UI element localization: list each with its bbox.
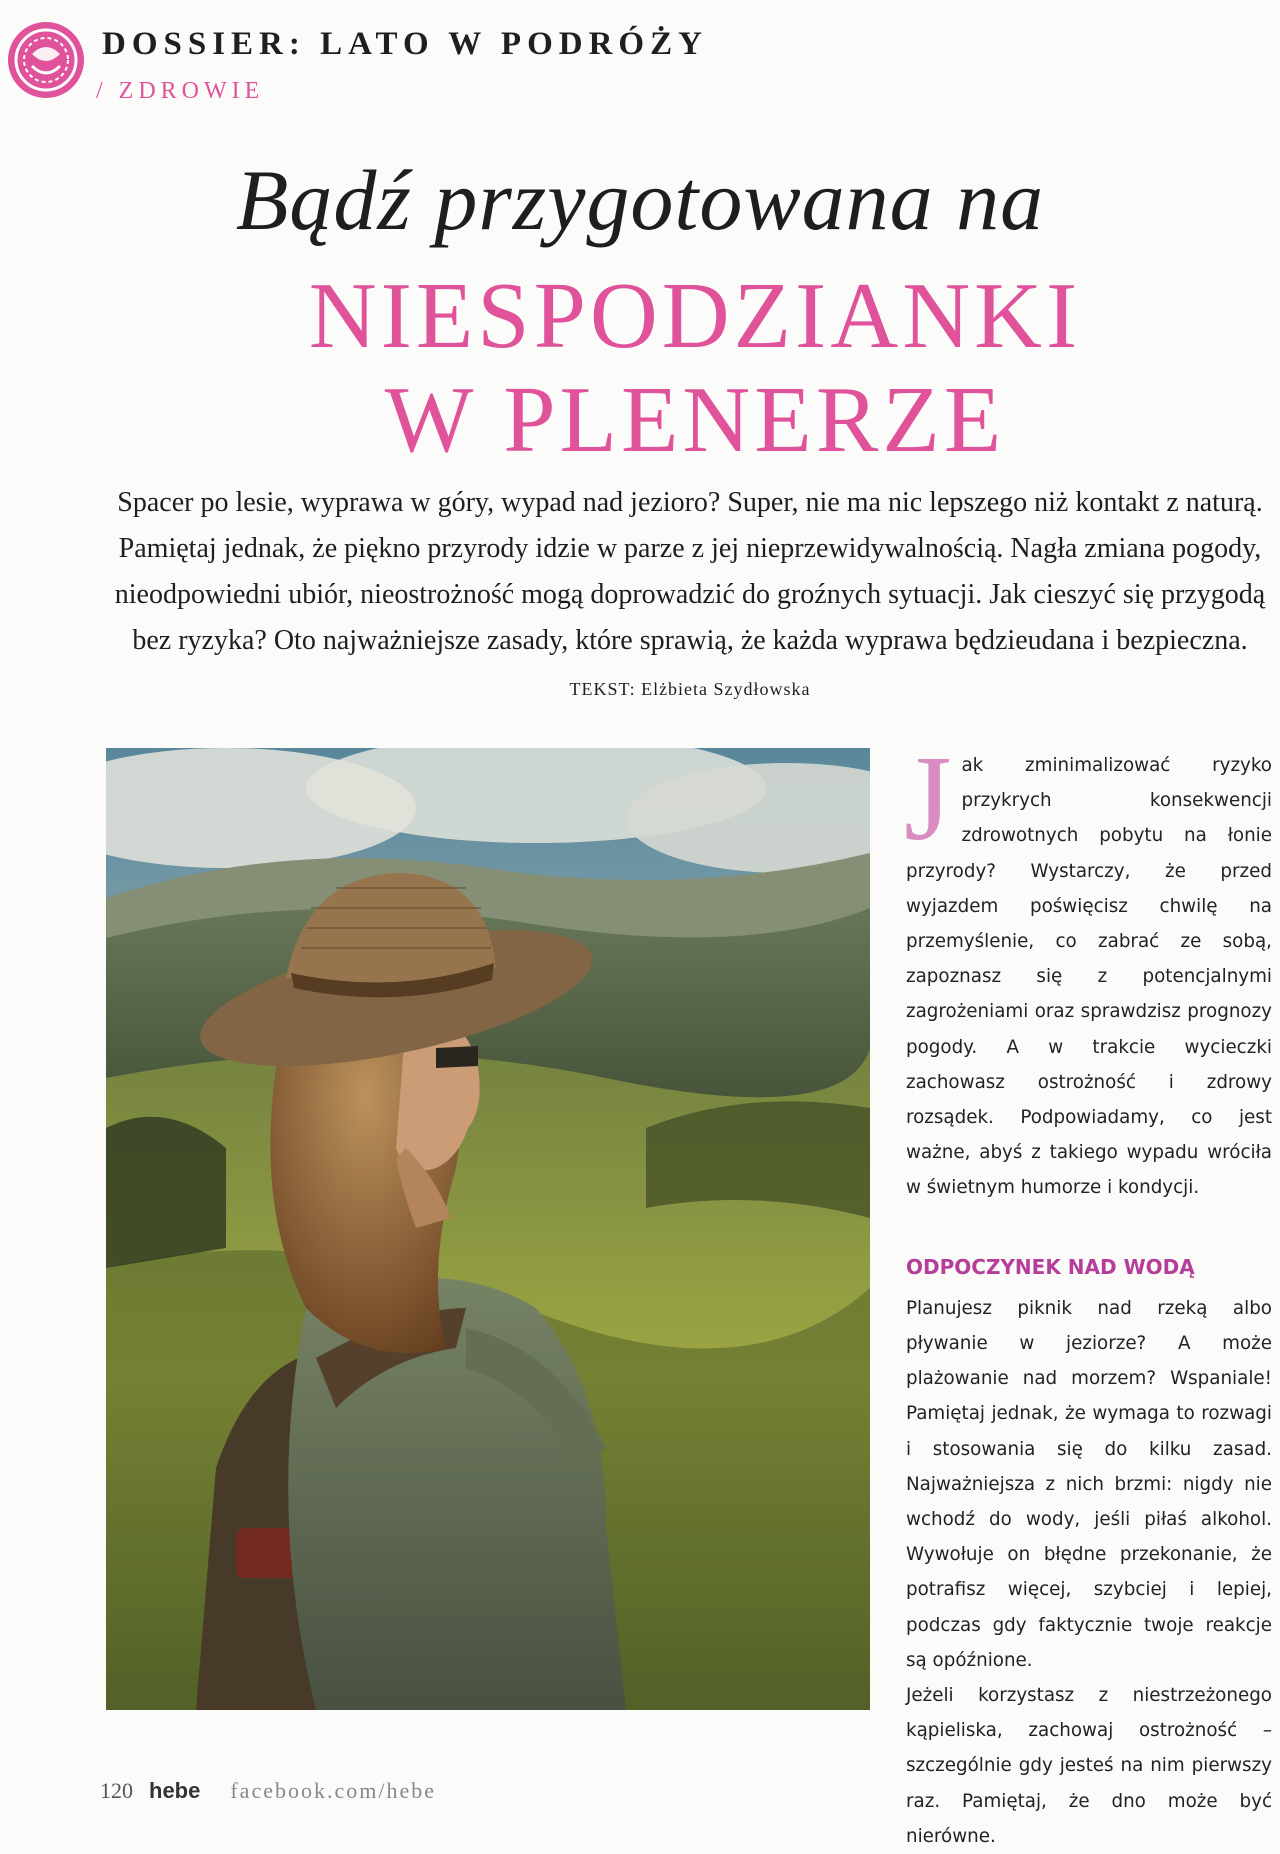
page-number: 120: [100, 1778, 133, 1803]
headline-line-1: Bądź przygotowana na: [235, 152, 1045, 248]
dropcap: J: [904, 731, 952, 866]
body-paragraph: Planujesz piknik nad rzeką albo pływanie w jeziorze? A może plażowanie nad morzem? Wspaniale! Pamiętaj jednak, że wymaga to rozwagi i stosowania się do kilku zasad. Najważniejsza z nich brzmi: nigdy nie wchodź do wody, jeśli piłaś alkohol. Wywołuje on błędne przekonanie, że potrafisz więcej, szybciej i lepiej, podczas gdy faktycznie twoje reakcje są opóźnione.: [906, 1297, 1272, 1671]
byline: TEKST: Elżbieta Szydłowska: [569, 679, 811, 699]
subheading: ODPOCZYNEK NAD WODĄ: [906, 1254, 1195, 1279]
intro-text: ak zminimalizować ryzyko przykrych konsekwencji zdrowotnych pobytu na łonie przyrody? Wystarczy, że przed wyjazdem poświęcisz chwilę na przemyślenie, co zabrać ze sobą, zapoznasz się z potencjalnymi zagrożeniami oraz sprawdzisz prognozy pogody. A w trakcie wycieczki zachowasz ostrożność i zdrowy rozsądek. Podpowiadamy, co jest ważne, abyś z takiego wypadu wróciła w świetnym humorze i kondycji.: [906, 755, 1272, 1199]
headline-line-2: NIESPODZIANKI: [308, 264, 1082, 368]
magazine-logo-icon: [6, 20, 86, 100]
lead-paragraph: [96, 480, 1280, 712]
brand-name: hebe: [149, 1778, 201, 1803]
headline: [0, 150, 1280, 472]
dossier-title: DOSSIER: LATO W PODRÓŻY: [102, 26, 708, 62]
page-footer: [100, 1778, 436, 1804]
section-label: / ZDROWIE: [96, 78, 265, 104]
body-paragraph: Jeżeli korzystasz z niestrzeżonego kąpieliska, zachowaj ostrożność – szczególnie gdy jesteś na nim pierwszy raz. Pamiętaj, że dno może być nierówne.: [906, 1685, 1272, 1847]
lead-text: Spacer po lesie, wyprawa w góry, wypad nad jezioro? Super, nie ma nic lepszego niż kontakt z naturą. Pamiętaj jednak, że piękno przyrody idzie w parze z jej nieprzewidywalnością. Nagła zmiana pogody, nieodpowiedni ubiór, nieostrożność mogą doprowadzić do groźnych sytuacji. Jak cieszyć się przygodą bez ryzyka? Oto najważniejsze zasady, które sprawią, że każda wyprawa będzieudana i bezpieczna.: [114, 487, 1266, 656]
article-photo: [106, 748, 870, 1710]
intro-paragraph: [904, 731, 1272, 1206]
footer-link[interactable]: facebook.com/hebe: [230, 1778, 436, 1803]
headline-line-3: W PLENERZE: [384, 368, 1006, 472]
article-column: [904, 731, 1272, 1854]
